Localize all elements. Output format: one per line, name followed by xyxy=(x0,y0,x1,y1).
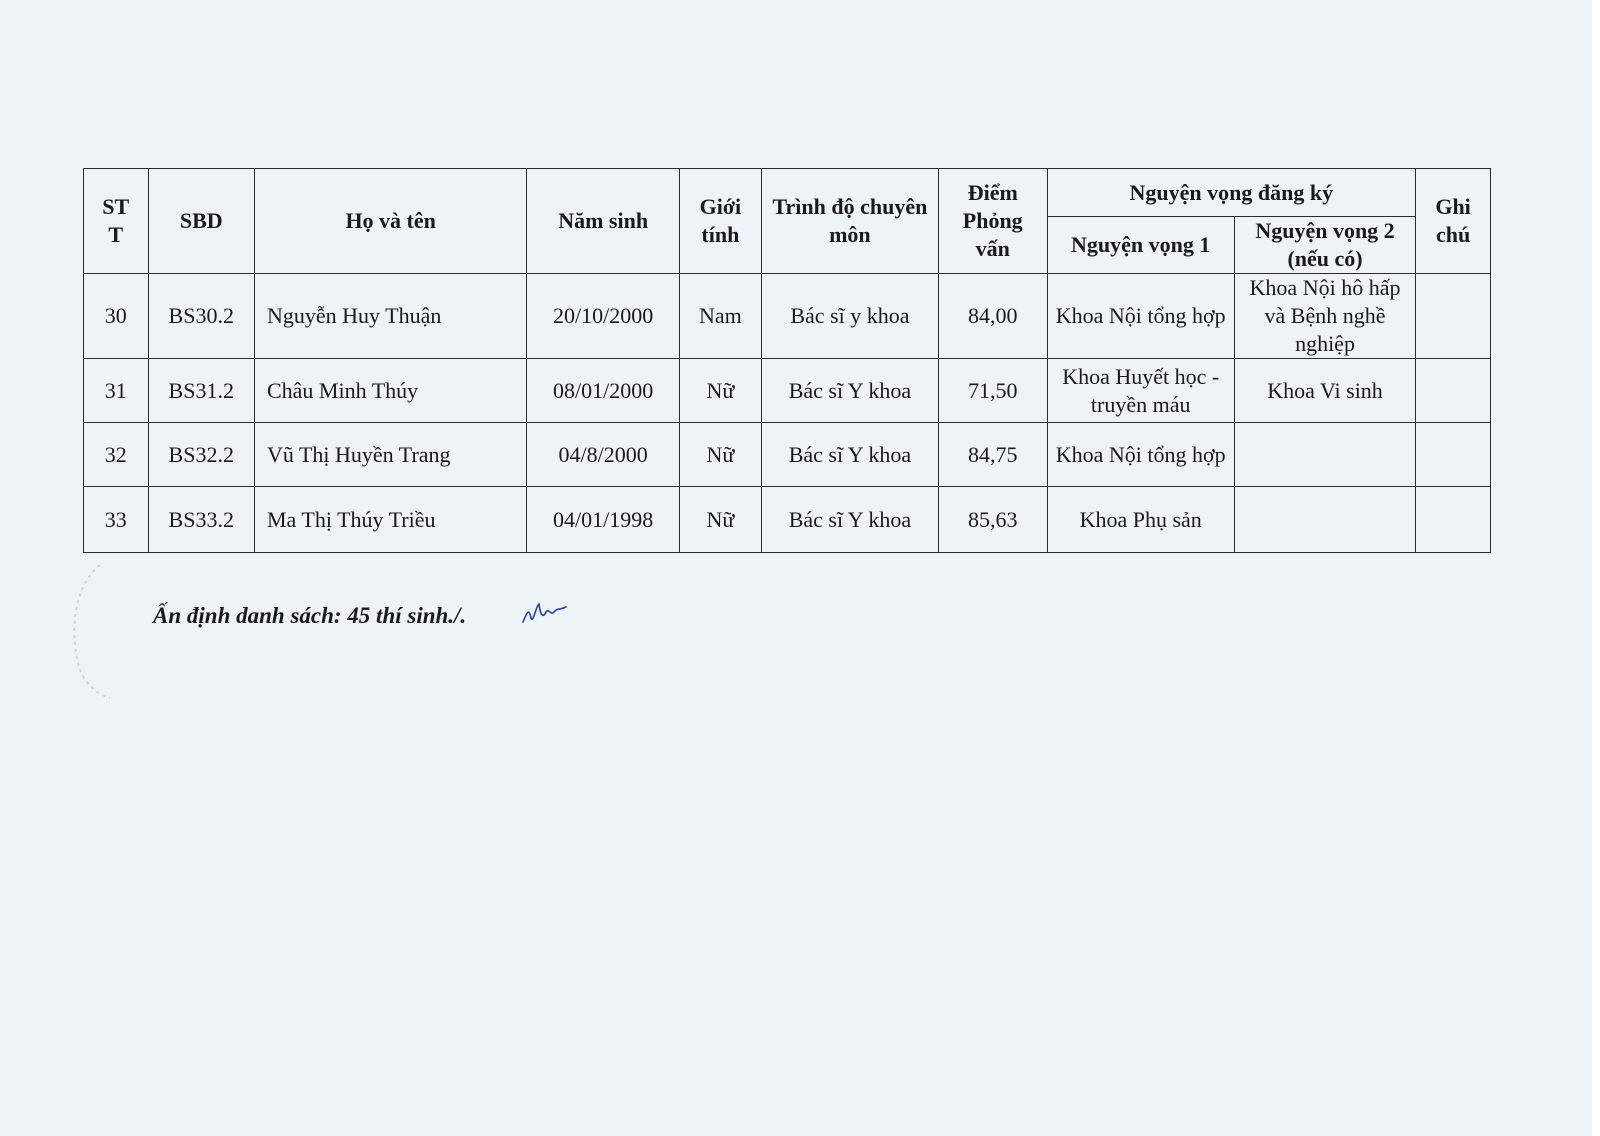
cell-gender: Nữ xyxy=(679,423,761,487)
header-qualification: Trình độ chuyên môn xyxy=(761,169,938,274)
cell-name: Nguyễn Huy Thuận xyxy=(254,274,526,359)
cell-qualification: Bác sĩ y khoa xyxy=(761,274,938,359)
cell-gender: Nữ xyxy=(679,359,761,423)
cell-name: Châu Minh Thúy xyxy=(254,359,526,423)
header-wishes-group: Nguyện vọng đăng ký xyxy=(1047,169,1416,217)
cell-name: Vũ Thị Huyền Trang xyxy=(254,423,526,487)
table-row xyxy=(84,423,1491,487)
cell-wish1: Khoa Phụ sản xyxy=(1047,487,1234,553)
cell-wish2 xyxy=(1234,487,1415,553)
header-wish1: Nguyện vọng 1 xyxy=(1047,217,1234,274)
cell-sbd: BS31.2 xyxy=(148,359,254,423)
cell-wish1: Khoa Nội tổng hợp xyxy=(1047,423,1234,487)
cell-gender: Nam xyxy=(679,274,761,359)
header-dob: Năm sinh xyxy=(527,169,680,274)
cell-dob: 04/01/1998 xyxy=(527,487,680,553)
cell-note xyxy=(1416,274,1491,359)
cell-note xyxy=(1416,423,1491,487)
stamp-trace xyxy=(60,560,140,700)
cell-stt: 32 xyxy=(84,423,149,487)
cell-score: 84,00 xyxy=(938,274,1047,359)
header-stt: ST T xyxy=(84,169,149,274)
cell-stt: 33 xyxy=(84,487,149,553)
header-wish2: Nguyện vọng 2 (nếu có) xyxy=(1234,217,1415,274)
cell-sbd: BS33.2 xyxy=(148,487,254,553)
cell-stt: 30 xyxy=(84,274,149,359)
cell-wish2: Khoa Vi sinh xyxy=(1234,359,1415,423)
cell-dob: 20/10/2000 xyxy=(527,274,680,359)
cell-qualification: Bác sĩ Y khoa xyxy=(761,359,938,423)
cell-qualification: Bác sĩ Y khoa xyxy=(761,423,938,487)
cell-sbd: BS32.2 xyxy=(148,423,254,487)
header-note: Ghi chú xyxy=(1416,169,1491,274)
cell-score: 85,63 xyxy=(938,487,1047,553)
cell-sbd: BS30.2 xyxy=(148,274,254,359)
cell-note xyxy=(1416,487,1491,553)
cell-wish2 xyxy=(1234,423,1415,487)
cell-qualification: Bác sĩ Y khoa xyxy=(761,487,938,553)
header-score: Điểm Phỏng vấn xyxy=(938,169,1047,274)
list-summary-note: Ấn định danh sách: 45 thí sinh./. xyxy=(153,603,467,628)
cell-score: 84,75 xyxy=(938,423,1047,487)
header-gender: Giới tính xyxy=(679,169,761,274)
cell-wish1: Khoa Huyết học - truyền máu xyxy=(1047,359,1234,423)
cell-note xyxy=(1416,359,1491,423)
cell-wish2: Khoa Nội hô hấp và Bệnh nghề nghiệp xyxy=(1234,274,1415,359)
header-sbd: SBD xyxy=(148,169,254,274)
table-row xyxy=(84,487,1491,553)
cell-score: 71,50 xyxy=(938,359,1047,423)
cell-dob: 04/8/2000 xyxy=(527,423,680,487)
handwritten-initials xyxy=(520,598,570,628)
cell-wish1: Khoa Nội tổng hợp xyxy=(1047,274,1234,359)
result-table xyxy=(83,168,1491,553)
header-name: Họ và tên xyxy=(254,169,526,274)
table-row xyxy=(84,274,1491,359)
page-edge xyxy=(1592,0,1600,1136)
cell-name: Ma Thị Thúy Triều xyxy=(254,487,526,553)
table-row xyxy=(84,359,1491,423)
cell-gender: Nữ xyxy=(679,487,761,553)
cell-dob: 08/01/2000 xyxy=(527,359,680,423)
cell-stt: 31 xyxy=(84,359,149,423)
